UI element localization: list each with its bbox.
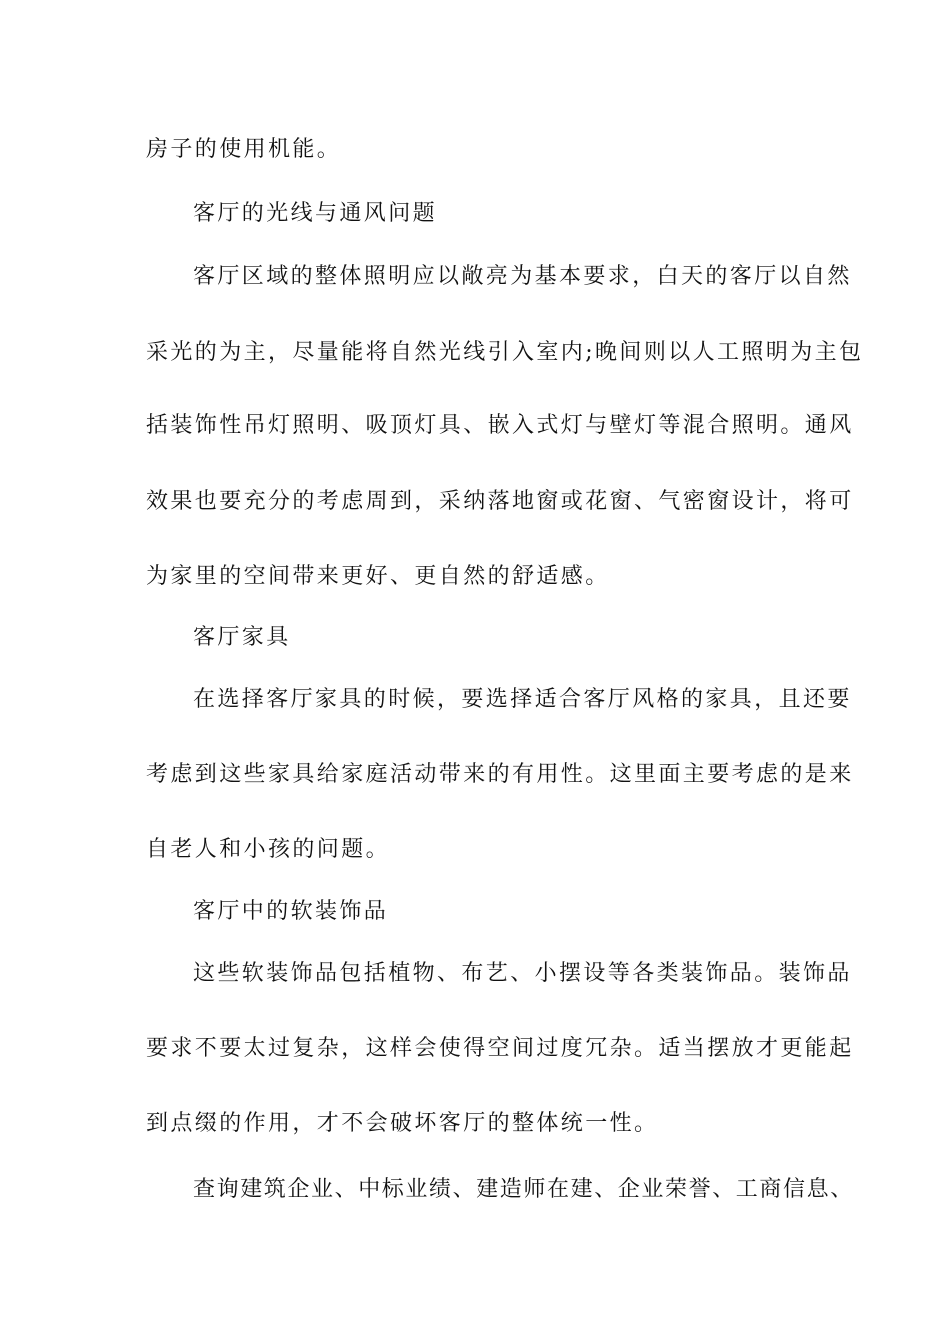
paragraph-line: 括装饰性吊灯照明、吸顶灯具、嵌入式灯与壁灯等混合照明。通风 xyxy=(146,413,854,438)
paragraph-line: 这些软装饰品包括植物、布艺、小摆设等各类装饰品。装饰品 xyxy=(193,961,852,986)
paragraph-line: 要求不要太过复杂，这样会使得空间过度冗杂。适当摆放才更能起 xyxy=(146,1036,854,1061)
paragraph-line: 效果也要充分的考虑周到，采纳落地窗或花窗、气密窗设计，将可 xyxy=(146,489,854,514)
paragraph-line: 到点缀的作用，才不会破坏客厅的整体统一性。 xyxy=(146,1111,659,1136)
paragraph-line: 房子的使用机能。 xyxy=(146,137,342,162)
section-heading-soft-decor: 客厅中的软装饰品 xyxy=(193,899,389,924)
paragraph-line: 采光的为主，尽量能将自然光线引入室内;晚间则以人工照明为主包 xyxy=(146,340,864,365)
section-heading-lighting: 客厅的光线与通风问题 xyxy=(193,201,438,226)
paragraph-line: 在选择客厅家具的时候，要选择适合客厅风格的家具，且还要 xyxy=(193,687,852,712)
paragraph-line: 客厅区域的整体照明应以敞亮为基本要求，白天的客厅以自然 xyxy=(193,264,852,289)
section-heading-furniture: 客厅家具 xyxy=(193,625,291,650)
paragraph-line: 查询建筑企业、中标业绩、建造师在建、企业荣誉、工商信息、 xyxy=(193,1177,854,1202)
paragraph-line: 为家里的空间带来更好、更自然的舒适感。 xyxy=(146,564,610,589)
paragraph-line: 考虑到这些家具给家庭活动带来的有用性。这里面主要考虑的是来 xyxy=(146,762,854,787)
paragraph-line: 自老人和小孩的问题。 xyxy=(146,837,391,862)
